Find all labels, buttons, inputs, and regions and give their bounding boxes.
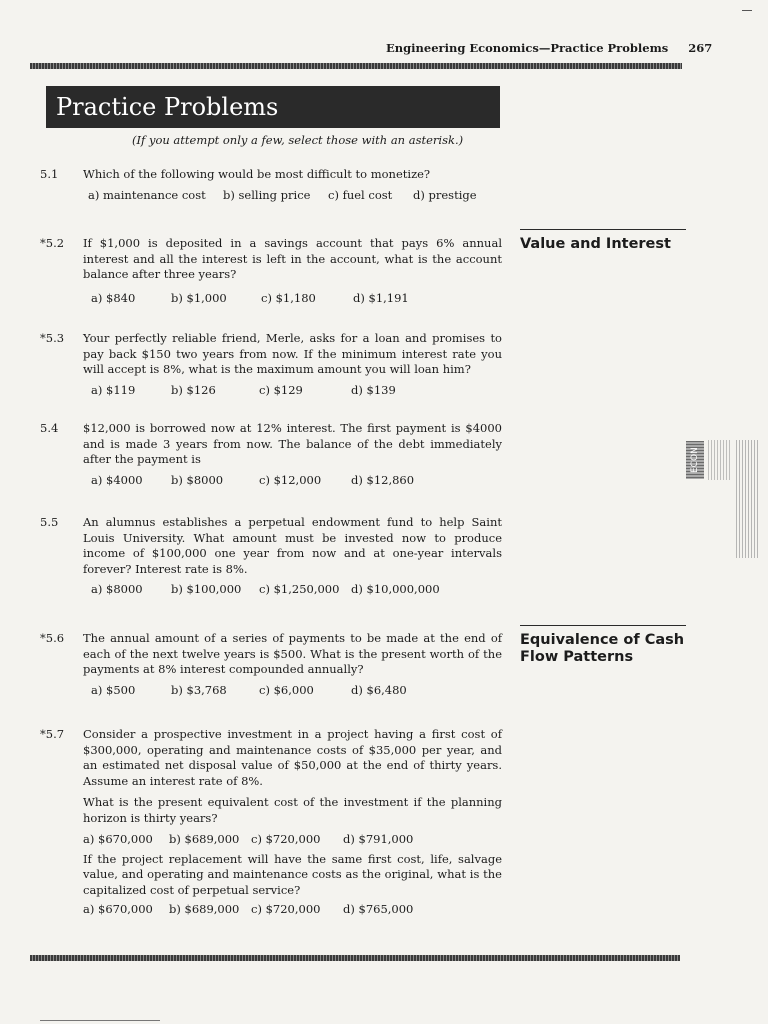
foot-mark (40, 1020, 160, 1021)
choice-b: b) $689,000 (169, 832, 240, 846)
answer-choices (91, 383, 502, 399)
choice-a: a) $8000 (91, 582, 143, 596)
thumb-tab-lines (708, 440, 732, 480)
problem-text: $12,000 is borrowed now at 12% interest. The first payment is $4000 and is made 3 years from now. The balance of the debt immediately after the payment is (83, 421, 502, 466)
choice-c: c) $1,250,000 (259, 582, 340, 596)
problem-5-7 (40, 727, 502, 918)
problem-number: *5.7 (40, 727, 65, 741)
choice-b: b) $126 (171, 382, 216, 397)
problem-text: If $1,000 is deposited in a savings account that pays 6% annual interest and all the interest is left in the account, what is the account balance after three years? (83, 236, 502, 281)
problem-number: 5.5 (40, 515, 59, 529)
problem-5-3 (40, 331, 502, 398)
choice-d: d) $10,000,000 (351, 582, 440, 596)
choice-b: b) $1,000 (171, 290, 227, 305)
running-title: Engineering Economics—Practice Problems (386, 41, 669, 55)
choice-a: a) $500 (91, 682, 136, 697)
problem-number: *5.6 (40, 631, 65, 645)
choice-d: d) $12,860 (351, 472, 415, 487)
choice-c: c) $12,000 (259, 472, 322, 487)
choice-d: d) $1,191 (353, 290, 409, 305)
choice-b: b) $8000 (171, 472, 224, 487)
problem-text: Which of the following would be most difficult to monetize? (83, 167, 431, 181)
problem-5-5 (40, 515, 502, 598)
problem-number: *5.3 (40, 331, 65, 345)
choice-a: a) $670,000 (83, 832, 153, 846)
problem-5-2 (40, 236, 502, 306)
problem-part-a: What is the present equivalent cost of the investment if the planning horizon is thirty years? (83, 795, 502, 825)
choice-d: d) $791,000 (343, 832, 414, 846)
corner-mark (742, 10, 752, 11)
choice-b: b) $100,000 (171, 582, 242, 596)
page-number: 267 (688, 41, 713, 55)
bottom-rule (30, 955, 680, 961)
choice-d: d) $6,480 (351, 682, 407, 697)
answer-choices (91, 683, 502, 699)
top-rule (30, 63, 682, 69)
problem-number: 5.4 (40, 421, 59, 435)
problem-5-4 (40, 421, 502, 488)
thumb-tab-lines (736, 440, 758, 558)
section-subtitle: (If you attempt only a few, select those with an asterisk.) (132, 133, 464, 147)
choice-a: a) $840 (91, 290, 136, 305)
choice-a: a) maintenance cost (88, 187, 206, 202)
choice-c: c) fuel cost (328, 187, 393, 202)
answer-choices (91, 582, 502, 598)
problem-part-b: If the project replacement will have the same first cost, life, salvage value, and operating and maintenance costs as the original, what is the capitalized cost of perpetual service? (83, 851, 502, 897)
problem-5-6 (40, 631, 502, 698)
side-head-equivalence: Equivalence of Cash Flow Patterns (520, 625, 686, 666)
side-head-value-interest: Value and Interest (520, 229, 686, 253)
choice-b: b) $689,000 (169, 902, 240, 916)
problem-number: 5.1 (40, 167, 59, 181)
choice-c: c) $720,000 (251, 902, 321, 916)
choice-a: a) $119 (91, 382, 136, 397)
running-head (386, 41, 712, 55)
problem-5-1 (40, 167, 502, 203)
choice-a: a) $670,000 (83, 902, 153, 916)
problem-text: Consider a prospective investment in a project having a first cost of $300,000, operating and maintenance costs of $35,000 per year, and an estimated net disposal value of $50,000 at the end of thirty years. Assume an interest rate of 8%. (83, 727, 502, 788)
choice-c: c) $1,180 (261, 290, 316, 305)
choice-a: a) $4000 (91, 472, 143, 487)
choice-d: d) prestige (413, 187, 477, 202)
choice-c: c) $129 (259, 382, 303, 397)
choice-c: c) $6,000 (259, 682, 314, 697)
problem-text: The annual amount of a series of payments to be made at the end of each of the next twelve years is $500. What is the present worth of the payments at 8% interest compounded annually? (83, 631, 502, 676)
choice-b: b) $3,768 (171, 682, 227, 697)
choice-d: d) $139 (351, 382, 396, 397)
answer-choices-b (83, 902, 502, 918)
choice-b: b) selling price (223, 187, 311, 202)
section-title: Practice Problems (46, 86, 500, 128)
problem-text: An alumnus establishes a perpetual endowment fund to help Saint Louis University. What amount must be invested now to produce income of $100,000 one year from now and at one-year intervals forever? Interest rate is 8%. (83, 515, 502, 576)
choice-c: c) $720,000 (251, 832, 321, 846)
answer-choices (91, 473, 502, 489)
answer-choices (88, 188, 502, 204)
problem-number: *5.2 (40, 236, 65, 250)
answer-choices-a (83, 832, 502, 848)
chapter-thumb-tab: ECON (686, 441, 704, 479)
choice-d: d) $765,000 (343, 902, 414, 916)
problem-text: Your perfectly reliable friend, Merle, asks for a loan and promises to pay back $150 two years from now. If the minimum interest rate you will accept is 8%, what is the maximum amount you will loan him? (83, 331, 502, 376)
answer-choices (91, 291, 502, 307)
